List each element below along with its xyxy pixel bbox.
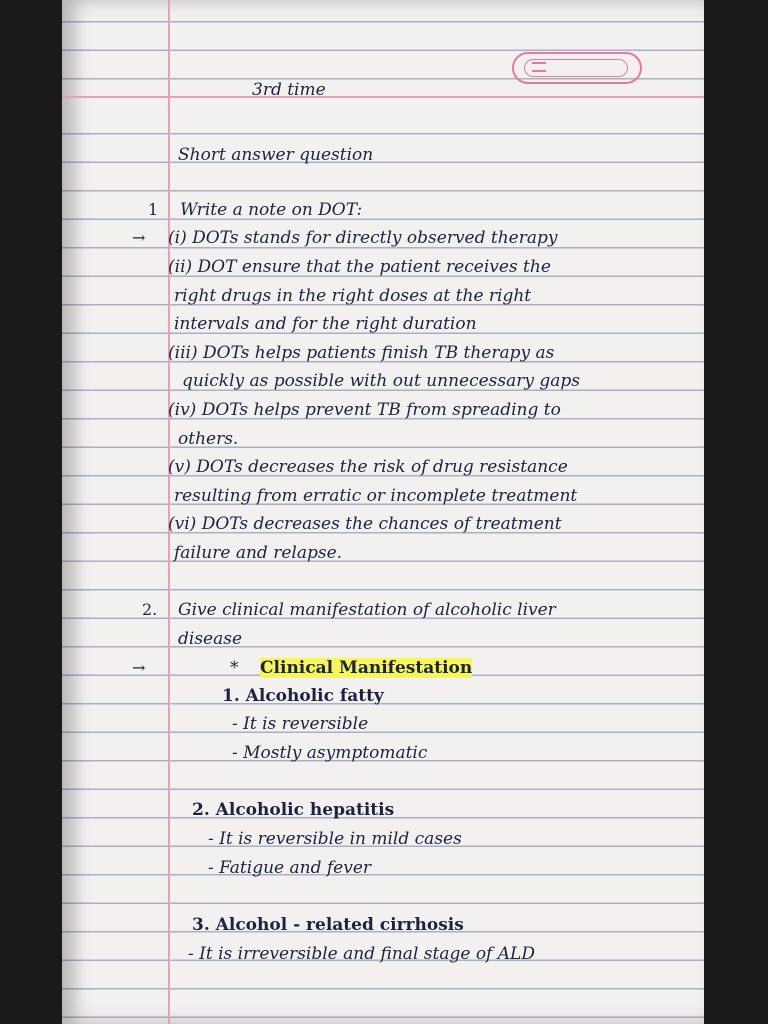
bullet-icon: * [230,658,239,678]
answer-line: quickly as possible with out unnecessary gaps [182,371,581,391]
answer-line: resulting from erratic or incomplete treatment [174,486,578,506]
question-text: disease [178,629,243,649]
notebook-logo [512,52,642,84]
page-header-title: 3rd time [252,80,326,100]
answer-line: (v) DOTs decreases the risk of drug resistance [168,457,568,477]
item-point: - Fatigue and fever [208,858,372,878]
notebook-page [62,0,704,1024]
item-point: - It is reversible in mild cases [208,829,462,849]
question-text: Give clinical manifestation of alcoholic liver [178,600,556,620]
margin-line [168,0,170,1024]
arrow-icon: → [132,658,146,677]
item-point: - It is reversible [232,714,369,734]
answer-line: intervals and for the right duration [174,314,477,334]
answer-line: (ii) DOT ensure that the patient receives the [168,257,551,277]
section-title: Short answer question [178,145,374,165]
answer-line: (i) DOTs stands for directly observed therapy [168,228,558,248]
question-text: Write a note on DOT: [180,200,363,220]
item-title: 3. Alcohol - related cirrhosis [192,915,464,935]
answer-line: others. [178,429,239,449]
answer-line: right drugs in the right doses at the right [174,286,532,306]
item-title: 2. Alcoholic hepatitis [192,800,395,820]
answer-line: (iv) DOTs helps prevent TB from spreading to [168,400,561,420]
arrow-icon: → [132,228,146,247]
question-number: 1 [148,200,159,219]
item-title: 1. Alcoholic fatty [222,686,384,706]
item-point: - Mostly asymptomatic [232,743,428,763]
question-number: 2. [142,600,158,619]
answer-heading: Clinical Manifestation [260,658,473,678]
answer-line: (vi) DOTs decreases the chances of treatment [168,514,562,534]
item-point: - It is irreversible and final stage of ALD [188,944,535,964]
top-margin-line [62,96,704,98]
answer-line: failure and relapse. [174,543,343,563]
answer-line: (iii) DOTs helps patients finish TB therapy as [168,343,555,363]
